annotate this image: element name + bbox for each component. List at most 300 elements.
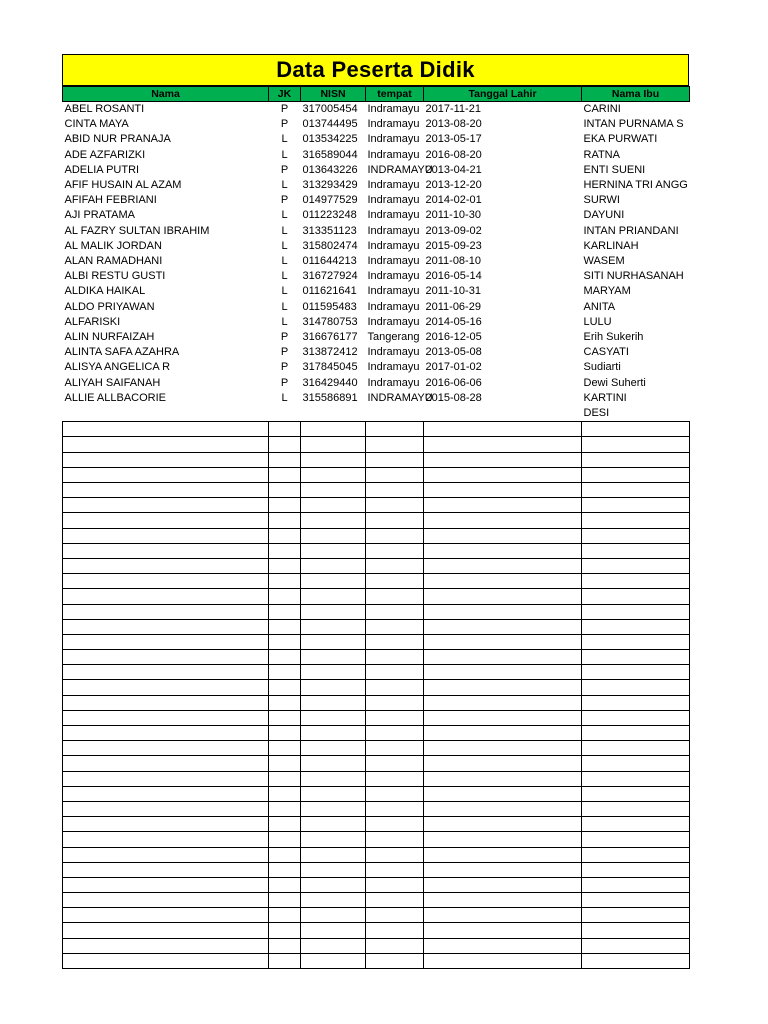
empty-cell[interactable] <box>269 543 301 558</box>
cell-nama[interactable]: AFIF HUSAIN AL AZAM <box>64 179 182 192</box>
empty-cell[interactable] <box>63 756 269 771</box>
cell-nisn[interactable]: 316589044 <box>302 148 358 161</box>
cell-tempat[interactable]: Indramayu <box>367 346 420 359</box>
empty-cell[interactable] <box>301 786 366 801</box>
cell-nama-ibu[interactable]: WASEM <box>583 255 625 268</box>
empty-cell[interactable] <box>582 634 690 649</box>
empty-cell[interactable] <box>269 726 301 741</box>
cell-nama-ibu[interactable]: CASYATI <box>583 346 629 359</box>
cell-tempat[interactable]: Indramayu <box>367 239 420 252</box>
empty-cell[interactable] <box>366 528 424 543</box>
cell-tanggal-lahir[interactable]: 2016-05-14 <box>425 270 482 283</box>
empty-cell[interactable] <box>424 589 582 604</box>
empty-cell[interactable] <box>582 452 690 467</box>
empty-cell[interactable] <box>424 786 582 801</box>
empty-cell[interactable] <box>582 938 690 953</box>
empty-cell[interactable] <box>63 923 269 938</box>
empty-cell[interactable] <box>424 634 582 649</box>
empty-cell[interactable] <box>269 756 301 771</box>
cell-nama-ibu[interactable]: RATNA <box>583 148 620 161</box>
empty-cell[interactable] <box>269 604 301 619</box>
empty-cell[interactable] <box>366 832 424 847</box>
empty-cell[interactable] <box>424 422 582 437</box>
column-header-nama[interactable]: Nama <box>63 87 269 102</box>
empty-cell[interactable] <box>301 650 366 665</box>
empty-cell[interactable] <box>269 832 301 847</box>
empty-cell[interactable] <box>301 801 366 816</box>
empty-cell[interactable] <box>301 665 366 680</box>
empty-cell[interactable] <box>424 817 582 832</box>
cell-nisn[interactable]: 011644213 <box>302 255 357 268</box>
empty-cell[interactable] <box>301 726 366 741</box>
empty-cell[interactable] <box>269 680 301 695</box>
cell-tempat[interactable]: Indramayu <box>367 224 420 237</box>
column-header-nama-ibu[interactable]: Nama Ibu <box>582 87 690 102</box>
cell-tanggal-lahir[interactable]: 2017-11-21 <box>425 103 481 115</box>
empty-cell[interactable] <box>269 862 301 877</box>
cell-nama[interactable]: AL MALIK JORDAN <box>64 239 162 252</box>
empty-cell[interactable] <box>63 498 269 513</box>
empty-cell[interactable] <box>301 862 366 877</box>
column-header-tanggal-lahir[interactable]: Tanggal Lahir <box>424 87 582 102</box>
cell-jk[interactable]: L <box>281 270 288 283</box>
empty-cell[interactable] <box>582 695 690 710</box>
empty-cell[interactable] <box>582 680 690 695</box>
cell-nama[interactable]: ALDO PRIYAWAN <box>64 300 155 313</box>
cell-jk[interactable]: L <box>281 148 288 161</box>
empty-cell[interactable] <box>582 422 690 437</box>
cell-jk[interactable]: L <box>281 391 288 404</box>
empty-cell[interactable] <box>582 877 690 892</box>
cell-nisn[interactable]: 316727924 <box>302 270 358 283</box>
empty-cell[interactable] <box>582 756 690 771</box>
empty-cell[interactable] <box>424 619 582 634</box>
cell-nama-ibu[interactable]: CARINI <box>583 103 621 115</box>
empty-cell[interactable] <box>424 832 582 847</box>
empty-cell[interactable] <box>424 558 582 573</box>
cell-nisn[interactable]: 316676177 <box>302 331 358 344</box>
empty-cell[interactable] <box>269 893 301 908</box>
empty-cell[interactable] <box>582 467 690 482</box>
empty-cell[interactable] <box>63 680 269 695</box>
empty-cell[interactable] <box>63 589 269 604</box>
empty-cell[interactable] <box>269 665 301 680</box>
empty-cell[interactable] <box>63 467 269 482</box>
empty-cell[interactable] <box>582 908 690 923</box>
cell-tempat[interactable]: Indramayu <box>367 148 420 161</box>
empty-cell[interactable] <box>424 862 582 877</box>
empty-cell[interactable] <box>63 513 269 528</box>
cell-jk[interactable]: L <box>281 224 288 237</box>
cell-tanggal-lahir[interactable] <box>424 406 582 422</box>
cell-tempat[interactable]: Indramayu <box>367 179 420 192</box>
empty-cell[interactable] <box>301 832 366 847</box>
empty-cell[interactable] <box>366 847 424 862</box>
cell-tanggal-lahir[interactable]: 2016-12-05 <box>425 331 482 344</box>
cell-nisn[interactable]: 314780753 <box>302 315 358 328</box>
cell-nama[interactable]: ALIN NURFAIZAH <box>64 331 155 344</box>
empty-cell[interactable] <box>269 589 301 604</box>
cell-nisn[interactable]: 313351123 <box>302 224 357 237</box>
empty-cell[interactable] <box>301 908 366 923</box>
empty-cell[interactable] <box>63 832 269 847</box>
empty-cell[interactable] <box>582 483 690 498</box>
empty-cell[interactable] <box>424 923 582 938</box>
empty-cell[interactable] <box>301 437 366 452</box>
empty-cell[interactable] <box>582 437 690 452</box>
empty-cell[interactable] <box>301 923 366 938</box>
cell-nama-ibu[interactable]: EKA PURWATI <box>583 133 658 146</box>
empty-cell[interactable] <box>366 786 424 801</box>
cell-tanggal-lahir[interactable]: 2011-10-31 <box>425 285 481 298</box>
cell-nama-ibu[interactable]: INTAN PURNAMA S <box>583 118 684 131</box>
cell-nisn[interactable]: 317845045 <box>302 361 358 374</box>
cell-nama[interactable]: AL FAZRY SULTAN IBRAHIM <box>64 224 210 237</box>
empty-cell[interactable] <box>301 817 366 832</box>
cell-nisn[interactable]: 013534225 <box>302 133 358 146</box>
empty-cell[interactable] <box>424 543 582 558</box>
empty-cell[interactable] <box>63 862 269 877</box>
cell-jk[interactable]: P <box>280 331 289 344</box>
cell-jk[interactable] <box>269 406 301 422</box>
cell-nama[interactable]: ADELIA PUTRI <box>64 163 140 176</box>
empty-cell[interactable] <box>582 953 690 968</box>
empty-cell[interactable] <box>63 558 269 573</box>
cell-tanggal-lahir[interactable]: 2017-01-02 <box>425 361 482 374</box>
cell-jk[interactable]: L <box>281 133 288 146</box>
empty-cell[interactable] <box>582 923 690 938</box>
cell-tanggal-lahir[interactable]: 2014-05-16 <box>425 315 482 328</box>
empty-cell[interactable] <box>301 452 366 467</box>
empty-cell[interactable] <box>582 528 690 543</box>
empty-cell[interactable] <box>301 771 366 786</box>
cell-tanggal-lahir[interactable]: 2014-02-01 <box>425 194 482 207</box>
empty-cell[interactable] <box>301 574 366 589</box>
empty-cell[interactable] <box>269 437 301 452</box>
cell-nama[interactable]: ALISYA ANGELICA R <box>64 361 171 374</box>
cell-nisn[interactable]: 315586891 <box>302 391 358 404</box>
empty-cell[interactable] <box>424 893 582 908</box>
empty-cell[interactable] <box>269 801 301 816</box>
cell-tanggal-lahir[interactable]: 2013-05-17 <box>425 133 482 146</box>
empty-cell[interactable] <box>424 908 582 923</box>
empty-cell[interactable] <box>366 710 424 725</box>
empty-cell[interactable] <box>582 771 690 786</box>
cell-nama[interactable]: ALFARISKI <box>64 315 121 328</box>
empty-cell[interactable] <box>63 726 269 741</box>
empty-cell[interactable] <box>301 589 366 604</box>
empty-cell[interactable] <box>269 710 301 725</box>
cell-nama[interactable]: ALINTA SAFA AZAHRA <box>64 346 180 359</box>
empty-cell[interactable] <box>582 665 690 680</box>
empty-cell[interactable] <box>269 923 301 938</box>
empty-cell[interactable] <box>424 710 582 725</box>
empty-cell[interactable] <box>424 498 582 513</box>
empty-cell[interactable] <box>366 726 424 741</box>
cell-nisn[interactable]: 011621641 <box>302 285 357 298</box>
empty-cell[interactable] <box>63 893 269 908</box>
empty-cell[interactable] <box>301 953 366 968</box>
empty-cell[interactable] <box>301 543 366 558</box>
empty-cell[interactable] <box>366 953 424 968</box>
empty-cell[interactable] <box>366 862 424 877</box>
empty-cell[interactable] <box>269 741 301 756</box>
cell-nama[interactable]: ALDIKA HAIKAL <box>64 285 146 298</box>
empty-cell[interactable] <box>582 543 690 558</box>
empty-cell[interactable] <box>424 938 582 953</box>
empty-cell[interactable] <box>301 680 366 695</box>
empty-cell[interactable] <box>269 498 301 513</box>
empty-cell[interactable] <box>301 634 366 649</box>
cell-tempat[interactable]: Indramayu <box>367 315 420 328</box>
empty-cell[interactable] <box>582 847 690 862</box>
empty-cell[interactable] <box>582 558 690 573</box>
cell-nama-ibu[interactable]: DESI <box>583 407 610 420</box>
empty-cell[interactable] <box>366 680 424 695</box>
empty-cell[interactable] <box>269 771 301 786</box>
empty-cell[interactable] <box>582 786 690 801</box>
cell-nisn[interactable] <box>301 406 366 422</box>
empty-cell[interactable] <box>366 574 424 589</box>
empty-cell[interactable] <box>366 589 424 604</box>
empty-cell[interactable] <box>269 938 301 953</box>
empty-cell[interactable] <box>582 619 690 634</box>
empty-cell[interactable] <box>582 832 690 847</box>
cell-nama[interactable]: AJI PRATAMA <box>64 209 135 222</box>
cell-jk[interactable]: L <box>281 209 288 222</box>
cell-tempat[interactable]: Indramayu <box>367 118 420 131</box>
cell-tanggal-lahir[interactable]: 2015-09-23 <box>425 239 482 252</box>
empty-cell[interactable] <box>301 893 366 908</box>
empty-cell[interactable] <box>366 513 424 528</box>
empty-cell[interactable] <box>301 513 366 528</box>
empty-cell[interactable] <box>366 756 424 771</box>
empty-cell[interactable] <box>366 483 424 498</box>
empty-cell[interactable] <box>424 877 582 892</box>
empty-cell[interactable] <box>269 528 301 543</box>
empty-cell[interactable] <box>269 847 301 862</box>
cell-jk[interactable]: L <box>281 179 288 192</box>
empty-cell[interactable] <box>582 893 690 908</box>
empty-cell[interactable] <box>63 665 269 680</box>
empty-cell[interactable] <box>63 619 269 634</box>
cell-nama-ibu[interactable]: Erih Sukerih <box>583 331 644 344</box>
empty-cell[interactable] <box>424 574 582 589</box>
cell-jk[interactable]: P <box>280 163 289 176</box>
empty-cell[interactable] <box>269 483 301 498</box>
cell-nama[interactable]: ALBI RESTU GUSTI <box>64 270 166 283</box>
cell-nama[interactable]: ABEL ROSANTI <box>64 103 145 115</box>
empty-cell[interactable] <box>366 665 424 680</box>
cell-nama-ibu[interactable]: LULU <box>583 315 612 328</box>
empty-cell[interactable] <box>301 498 366 513</box>
cell-nama[interactable]: ALIYAH SAIFANAH <box>64 376 161 389</box>
column-header-nisn[interactable]: NISN <box>301 87 366 102</box>
empty-cell[interactable] <box>269 619 301 634</box>
empty-cell[interactable] <box>424 695 582 710</box>
empty-cell[interactable] <box>424 665 582 680</box>
empty-cell[interactable] <box>582 498 690 513</box>
empty-cell[interactable] <box>366 437 424 452</box>
empty-cell[interactable] <box>269 558 301 573</box>
empty-cell[interactable] <box>366 801 424 816</box>
cell-tempat[interactable]: Indramayu <box>367 103 420 115</box>
empty-cell[interactable] <box>269 786 301 801</box>
column-header-tempat[interactable]: tempat <box>366 87 424 102</box>
cell-nama[interactable]: AFIFAH FEBRIANI <box>64 194 157 207</box>
empty-cell[interactable] <box>63 422 269 437</box>
cell-nama[interactable]: ALAN RAMADHANI <box>64 255 163 268</box>
empty-cell[interactable] <box>301 877 366 892</box>
empty-cell[interactable] <box>582 710 690 725</box>
empty-cell[interactable] <box>301 483 366 498</box>
cell-nisn[interactable]: 013643226 <box>302 163 358 176</box>
empty-cell[interactable] <box>301 604 366 619</box>
empty-cell[interactable] <box>63 437 269 452</box>
empty-cell[interactable] <box>366 634 424 649</box>
cell-tanggal-lahir[interactable]: 2016-06-06 <box>425 376 482 389</box>
cell-nama[interactable]: ALLIE ALLBACORIE <box>64 391 166 404</box>
empty-cell[interactable] <box>424 604 582 619</box>
empty-cell[interactable] <box>63 452 269 467</box>
cell-tempat[interactable]: Indramayu <box>367 376 420 389</box>
empty-cell[interactable] <box>301 467 366 482</box>
cell-nisn[interactable]: 011223248 <box>302 209 357 222</box>
empty-cell[interactable] <box>366 741 424 756</box>
empty-cell[interactable] <box>582 801 690 816</box>
empty-cell[interactable] <box>582 650 690 665</box>
empty-cell[interactable] <box>301 710 366 725</box>
cell-tanggal-lahir[interactable]: 2013-05-08 <box>425 346 482 359</box>
empty-cell[interactable] <box>301 756 366 771</box>
cell-nama-ibu[interactable]: KARLINAH <box>583 239 639 252</box>
empty-cell[interactable] <box>424 483 582 498</box>
empty-cell[interactable] <box>582 741 690 756</box>
cell-jk[interactable]: P <box>280 118 289 131</box>
empty-cell[interactable] <box>424 437 582 452</box>
empty-cell[interactable] <box>63 938 269 953</box>
empty-cell[interactable] <box>301 695 366 710</box>
empty-cell[interactable] <box>63 741 269 756</box>
cell-jk[interactable]: L <box>281 285 288 298</box>
cell-tempat[interactable]: Tangerang <box>367 331 420 344</box>
empty-cell[interactable] <box>269 953 301 968</box>
empty-cell[interactable] <box>366 467 424 482</box>
empty-cell[interactable] <box>424 726 582 741</box>
cell-nisn[interactable]: 317005454 <box>302 103 358 115</box>
empty-cell[interactable] <box>366 938 424 953</box>
empty-cell[interactable] <box>269 695 301 710</box>
empty-cell[interactable] <box>301 558 366 573</box>
cell-tempat[interactable]: Indramayu <box>367 194 420 207</box>
empty-cell[interactable] <box>424 741 582 756</box>
cell-nama[interactable]: ADE AZFARIZKI <box>64 148 146 161</box>
empty-cell[interactable] <box>366 817 424 832</box>
empty-cell[interactable] <box>63 528 269 543</box>
cell-nama-ibu[interactable]: SURWI <box>583 194 620 207</box>
empty-cell[interactable] <box>366 877 424 892</box>
empty-cell[interactable] <box>424 513 582 528</box>
cell-nisn[interactable]: 013744495 <box>302 118 358 131</box>
cell-nama-ibu[interactable]: ENTI SUENI <box>583 163 646 176</box>
empty-cell[interactable] <box>269 452 301 467</box>
empty-cell[interactable] <box>301 847 366 862</box>
cell-tanggal-lahir[interactable]: 2011-10-30 <box>425 209 481 222</box>
cell-nama-ibu[interactable]: Sudiarti <box>583 361 621 374</box>
empty-cell[interactable] <box>366 604 424 619</box>
cell-nisn[interactable]: 011595483 <box>302 300 357 313</box>
empty-cell[interactable] <box>366 422 424 437</box>
empty-cell[interactable] <box>301 422 366 437</box>
empty-cell[interactable] <box>63 574 269 589</box>
empty-cell[interactable] <box>63 695 269 710</box>
cell-tempat[interactable]: Indramayu <box>367 270 420 283</box>
cell-nama-ibu[interactable]: DAYUNI <box>583 209 625 222</box>
empty-cell[interactable] <box>366 650 424 665</box>
empty-cell[interactable] <box>63 786 269 801</box>
empty-cell[interactable] <box>269 422 301 437</box>
cell-nisn[interactable]: 313293429 <box>302 179 358 192</box>
cell-nisn[interactable]: 014977529 <box>302 194 358 207</box>
empty-cell[interactable] <box>269 650 301 665</box>
cell-jk[interactable]: P <box>280 376 289 389</box>
cell-nisn[interactable]: 315802474 <box>302 239 358 252</box>
cell-tempat[interactable]: Indramayu <box>367 209 420 222</box>
empty-cell[interactable] <box>424 801 582 816</box>
cell-jk[interactable]: L <box>281 300 288 313</box>
empty-cell[interactable] <box>301 741 366 756</box>
cell-tempat[interactable]: Indramayu <box>367 361 420 374</box>
empty-cell[interactable] <box>366 619 424 634</box>
cell-nama-ibu[interactable]: KARTINI <box>583 391 627 404</box>
empty-cell[interactable] <box>366 452 424 467</box>
cell-tanggal-lahir[interactable]: 2011-08-10 <box>425 255 481 268</box>
empty-cell[interactable] <box>269 877 301 892</box>
empty-cell[interactable] <box>582 604 690 619</box>
empty-cell[interactable] <box>366 543 424 558</box>
cell-tempat[interactable]: INDRAMAYU <box>367 163 433 176</box>
empty-cell[interactable] <box>63 771 269 786</box>
empty-cell[interactable] <box>424 528 582 543</box>
cell-jk[interactable]: L <box>281 315 288 328</box>
cell-tanggal-lahir[interactable]: 2013-12-20 <box>425 179 482 192</box>
empty-cell[interactable] <box>63 908 269 923</box>
empty-cell[interactable] <box>424 847 582 862</box>
empty-cell[interactable] <box>63 604 269 619</box>
empty-cell[interactable] <box>269 467 301 482</box>
empty-cell[interactable] <box>301 938 366 953</box>
cell-nama-ibu[interactable]: MARYAM <box>583 285 631 298</box>
empty-cell[interactable] <box>63 953 269 968</box>
cell-nisn[interactable]: 316429440 <box>302 376 358 389</box>
empty-cell[interactable] <box>63 801 269 816</box>
empty-cell[interactable] <box>269 634 301 649</box>
cell-nama-ibu[interactable]: SITI NURHASANAH <box>583 270 684 283</box>
cell-jk[interactable]: L <box>281 255 288 268</box>
empty-cell[interactable] <box>63 710 269 725</box>
empty-cell[interactable] <box>63 847 269 862</box>
empty-cell[interactable] <box>424 467 582 482</box>
cell-jk[interactable]: P <box>280 194 289 207</box>
cell-jk[interactable]: L <box>281 239 288 252</box>
empty-cell[interactable] <box>424 650 582 665</box>
cell-jk[interactable]: P <box>280 103 289 115</box>
column-header-jk[interactable]: JK <box>269 87 301 102</box>
cell-tanggal-lahir[interactable]: 2013-04-21 <box>425 163 482 176</box>
empty-cell[interactable] <box>366 558 424 573</box>
empty-cell[interactable] <box>582 817 690 832</box>
cell-tempat[interactable]: INDRAMAYU <box>367 391 433 404</box>
